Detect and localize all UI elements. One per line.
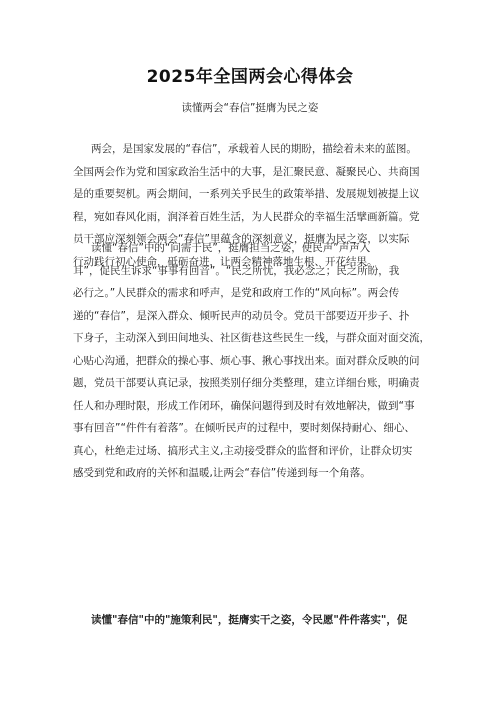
paragraph-line: 心贴心沟通，把群众的操心事、烦心事、揪心事找出来。面对群众反映的问 (73, 354, 420, 367)
paragraph-line: 感受到党和政府的关怀和温暖,让两会“春信”传递到每一个角落。 (73, 467, 371, 479)
paragraph-line: 行动践行初心使命，砥砺奋进，让两会精神落地生根、开花结果。 (73, 255, 378, 268)
paragraph-line: 任人和办理时限，形成工作闭环，确保问题得到及时有效地解决，做到“事 (73, 399, 415, 412)
paragraph-line: 题，党员干部要认真记录，按照类别仔细分类整理，建立详细台账，明确责 (73, 377, 420, 389)
document-subtitle: 读懂两会“春信”挺膺为民之姿 (181, 102, 319, 114)
paragraph-line: 真心，杜绝走过场、搞形式主义,主动接受群众的监督和评价，让群众切实 (73, 444, 413, 457)
document-title: 2025年全国两会心得体会 (146, 67, 354, 87)
paragraph-line: 两会，是国家发展的“春信”，承载着人民的期盼，描绘着未来的蓝图。 (91, 143, 417, 155)
paragraph-line: 读懂“春信”中的“问需于民”，挺膺担当之姿，使民声”声声入 (91, 242, 371, 254)
paragraph-line: 是的重要契机。两会期间，一系列关乎民生的政策举措、发展规划被提上议 (73, 188, 420, 200)
paragraph-line: 耳”，促民生诉求“事事有回音”。“民之所忧，我必念之；民之所盼，我 (73, 264, 400, 277)
paragraph-line: 全国两会作为党和国家政治生活中的大事，是汇聚民意、凝聚民心、共商国 (73, 165, 420, 178)
paragraph-line: 员干部应深刻领会两会“春信”里蕴含的深刻意义，挺膺为民之姿，以实际 (73, 233, 410, 245)
paragraph-line: 必行之。”人民群众的需求和呼声，是党和政府工作的“风向标”。两会传 (73, 287, 400, 299)
paragraph-line: 事有回音”“件件有着落”。在倾听民声的过程中，要时刻保持耐心、细心、 (73, 422, 415, 434)
paragraph-line: 下身子，主动深入到田间地头、社区街巷这些民生一线，与群众面对面交流， (73, 332, 430, 344)
paragraph-line: 程，宛如春风化雨，润泽着百姓生活，为人民群众的幸福生活擘画新篇。党 (73, 210, 420, 223)
paragraph-line: 读懂"春信"中的"施策利民"，挺膺实干之姿，令民愿"件件落实"，促 (91, 614, 408, 626)
paragraph-line: 递的“春信”，是深入群众、倾听民声的动员令。党员干部要迈开步子、扑 (73, 309, 410, 322)
